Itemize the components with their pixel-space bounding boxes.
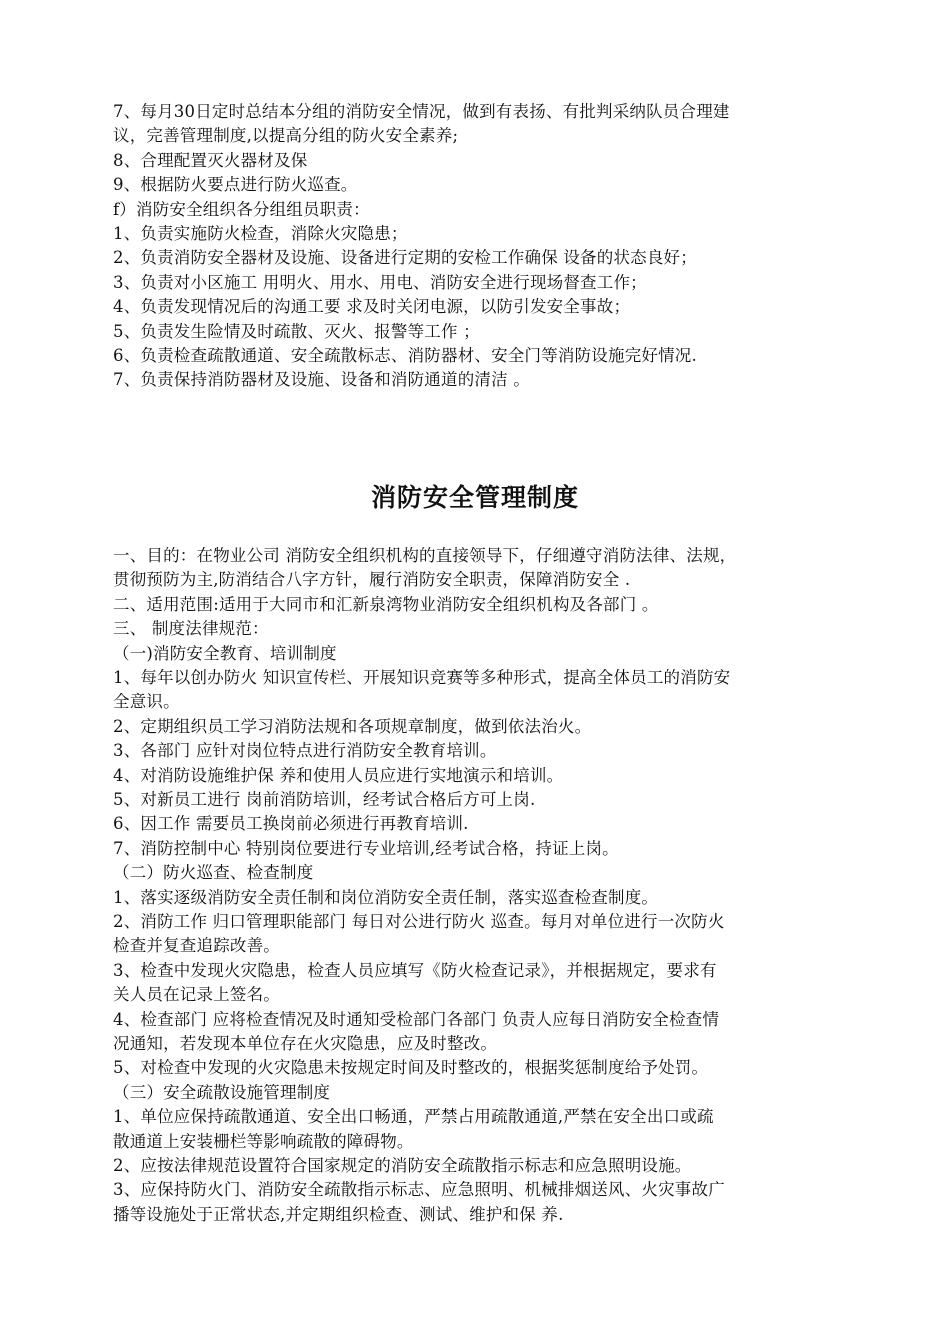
text-line: 7、负责保持消防器材及设施、设备和消防通道的清洁 。 [113, 370, 530, 390]
text-line: 议，完善管理制度,以提高分组的防火安全素养; [113, 126, 459, 146]
text-line: 全意识。 [113, 692, 180, 712]
text-line: 3、检查中发现火灾隐患，检查人员应填写《防火检查记录》，并根据规定，要求有 [113, 960, 717, 980]
text-line: f）消防安全组织各分组组员职责： [113, 199, 370, 219]
text-line: 三、 制度法律规范： [113, 619, 269, 639]
text-line: 1、落实逐级消防安全责任制和岗位消防安全责任制，落实巡查检查制度。 [113, 887, 659, 907]
text-line: 4、对消防设施维护保 养和使用人员应进行实地演示和培训。 [113, 765, 564, 785]
text-line: 2、负责消防安全器材及设施、设备进行定期的安检工作确保 设备的状态良好； [113, 248, 697, 268]
text-line: 况通知，若发现本单位存在火灾隐患，应及时整改。 [113, 1034, 498, 1053]
text-line: 9、根据防火要点进行防火巡查。 [113, 175, 358, 195]
text-line: 8、合理配置灭火器材及保 [113, 150, 308, 170]
text-line: 3、应保持防火门、消防安全疏散指示标志、应急照明、机械排烟送风、火灾事故广 [113, 1180, 725, 1200]
text-line: 1、每年以创办防火 知识宣传栏、开展知识竞赛等多种形式，提高全体员工的消防安 [113, 668, 731, 687]
text-line: 播等设施处于正常状态,并定期组织检查、测试、维护和保 养. [113, 1204, 564, 1224]
text-line: 5、对新员工进行 岗前消防培训，经考试合格后方可上岗. [113, 790, 536, 809]
text-line: 2、定期组织员工学习消防法规和各项规章制度，做到依法治火。 [113, 716, 592, 736]
text-line: 6、因工作 需要员工换岗前必须进行再教育培训. [113, 814, 469, 834]
text-line: 2、应按法律规范设置符合国家规定的消防安全疏散指示标志和应急照明设施。 [113, 1156, 692, 1175]
text-line: 二、适用范围:适用于大同市和汇新泉湾物业消防安全组织机构及各部门 。 [113, 594, 659, 614]
text-line: 7、每月30日定时总结本分组的消防安全情况，做到有表扬、有批判采纳队员合理建 [113, 102, 730, 121]
text-line: 6、负责检查疏散通道、安全疏散标志、消防器材、安全门等消防设施完好情况. [113, 346, 697, 365]
text-line: 一、目的：在物业公司 消防安全组织机构的直接领导下，仔细遵守消防法律、法规， [113, 546, 737, 565]
text-line: （二）防火巡查、检查制度 [113, 863, 314, 883]
text-line: 2、消防工作 归口管理职能部门 每日对公进行防火 巡查。每月对单位进行一次防火 [113, 912, 725, 931]
text-line: （三）安全疏散设施管理制度 [113, 1082, 331, 1102]
text-line: 1、单位应保持疏散通道、安全出口畅通，严禁占用疏散通道,严禁在安全出口或疏 [113, 1107, 714, 1127]
text-line: 关人员在记录上签名。 [113, 985, 280, 1005]
text-line: （一)消防安全教育、培训制度 [113, 643, 337, 663]
text-line: 4、检查部门 应将检查情况及时通知受检部门各部门 负责人应每日消防安全检查情 [113, 1009, 720, 1029]
text-line: 4、负责发现情况后的沟通工要 求及时关闭电源，以防引发安全事故； [113, 297, 631, 317]
text-line: 3、各部门 应针对岗位特点进行消防安全教育培训。 [113, 741, 497, 761]
text-line: 5、对检查中发现的火灾隐患未按规定时间及时整改的，根据奖惩制度给予处罚。 [113, 1058, 709, 1078]
text-line: 5、负责发生险情及时疏散、灭火、报警等工作 ； [113, 321, 480, 341]
text-line: 贯彻预防为主,防消结合八字方针，履行消防安全职责，保障消防安全 . [113, 570, 631, 590]
text-line: 3、负责对小区施工 用明火、用水、用电、消防安全进行现场督查工作； [113, 272, 647, 292]
text-line: 1、负责实施防火检查，消除火灾隐患； [113, 224, 408, 243]
text-line: 7、消防控制中心 特别岗位要进行专业培训,经考试合格，持证上岗。 [113, 838, 619, 858]
text-line: 散通道上安装栅栏等影响疏散的障碍物。 [113, 1131, 414, 1151]
page-title: 消防安全管理制度 [370, 483, 579, 512]
text-line: 检查并复查追踪改善。 [113, 936, 280, 956]
